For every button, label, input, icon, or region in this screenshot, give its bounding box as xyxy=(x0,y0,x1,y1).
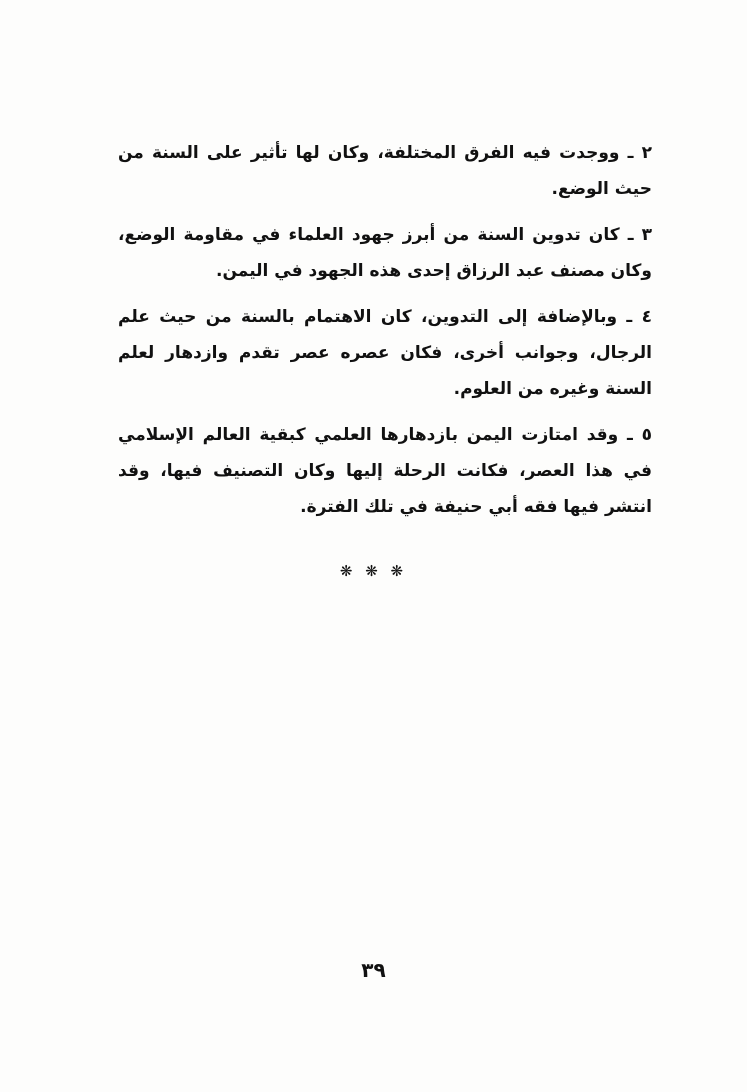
section-separator: ❋ ❋ ❋ xyxy=(339,562,408,580)
body-text xyxy=(118,135,652,535)
paragraph-4: ٤ ـ وبالإضافة إلى التدوين، كان الاهتمام بالسنة من حيث علم الرجال، وجوانب أخرى، فكان عصره عصر تقدم وازدهار لعلم السنة وغيره من العلوم. xyxy=(118,307,652,399)
page-number: ٣٩ xyxy=(361,958,386,982)
paragraph-5: ٥ ـ وقد امتازت اليمن بازدهارها العلمي كبقية العالم الإسلامي في هذا العصر، فكانت الرحلة إليها وكان التصنيف فيها، وقد انتشر فيها فقه أبي حنيفة في تلك الفترة. xyxy=(118,425,652,517)
paragraph-3: ٣ ـ كان تدوين السنة من أبرز جهود العلماء في مقاومة الوضع، وكان مصنف عبد الرزاق إحدى هذه الجهود في اليمن. xyxy=(118,225,652,281)
paragraph-2: ٢ ـ ووجدت فيه الفرق المختلفة، وكان لها تأثير على السنة من حيث الوضع. xyxy=(118,143,652,199)
